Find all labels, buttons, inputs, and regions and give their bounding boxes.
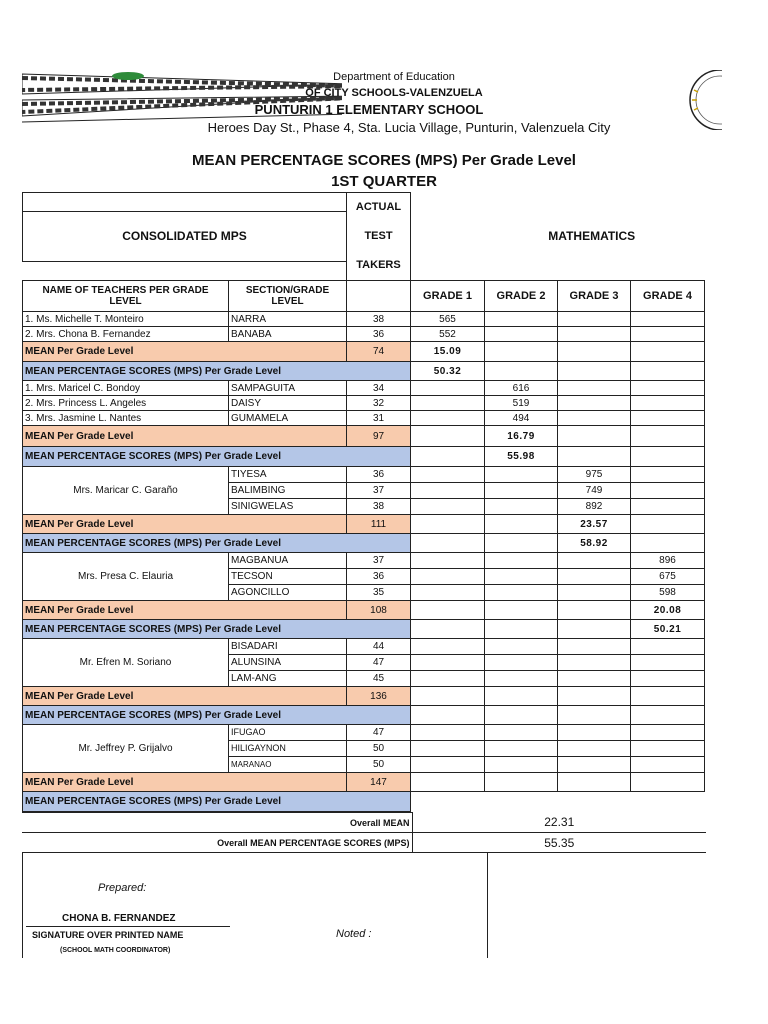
- mps-row: [23, 706, 705, 725]
- section-name: BISADARI: [229, 639, 347, 655]
- mps-row: [23, 620, 705, 639]
- mps-row: [23, 534, 705, 553]
- mps-label: MEAN PERCENTAGE SCORES (MPS) Per Grade Level: [23, 534, 411, 553]
- signatory-name: CHONA B. FERNANDEZ: [62, 913, 176, 924]
- mps-row: [23, 792, 705, 812]
- report-title: MEAN PERCENTAGE SCORES (MPS) Per Grade Level: [192, 152, 576, 169]
- teacher-col-header: NAME OF TEACHERS PER GRADE LEVEL: [23, 281, 229, 312]
- mean-row: [23, 426, 705, 447]
- score-value: 565: [411, 312, 485, 327]
- section-name: BALIMBING: [229, 483, 347, 499]
- mean-row: [23, 515, 705, 534]
- mps-label: MEAN PERCENTAGE SCORES (MPS) Per Grade Level: [23, 792, 411, 812]
- score-value: 552: [411, 327, 485, 342]
- score-value: 675: [631, 569, 705, 585]
- grade-3-header: GRADE 3: [558, 281, 631, 312]
- takers-value: 36: [347, 569, 411, 585]
- takers-value: 36: [347, 327, 411, 342]
- signature-box: [22, 852, 488, 958]
- mean-value: 23.57: [558, 515, 631, 534]
- test-label: TEST: [364, 230, 393, 242]
- table-row: [23, 312, 705, 327]
- section-name: BANABA: [229, 327, 347, 342]
- table-row: [23, 725, 705, 741]
- score-value: 749: [558, 483, 631, 499]
- section-name: HILIGAYNON: [229, 741, 347, 757]
- mps-value: 55.98: [485, 447, 558, 467]
- takers-label: TAKERS: [356, 259, 401, 271]
- score-value: 519: [485, 396, 558, 411]
- signature-caption: SIGNATURE OVER PRINTED NAME: [32, 930, 184, 940]
- header-blank: [23, 193, 347, 212]
- mean-takers: 97: [347, 426, 411, 447]
- score-value: 896: [631, 553, 705, 569]
- section-name: LAM-ANG: [229, 671, 347, 687]
- section-name: GUMAMELA: [229, 411, 347, 426]
- mean-row: [23, 773, 705, 792]
- mps-label: MEAN PERCENTAGE SCORES (MPS) Per Grade Level: [23, 447, 411, 467]
- section-name: SINIGWELAS: [229, 499, 347, 515]
- takers-value: 38: [347, 312, 411, 327]
- takers-value: 44: [347, 639, 411, 655]
- table-row: [23, 411, 705, 426]
- section-name: NARRA: [229, 312, 347, 327]
- grade-2-header: GRADE 2: [485, 281, 558, 312]
- report-quarter: 1ST QUARTER: [331, 173, 437, 190]
- section-col-header: SECTION/GRADE LEVEL: [229, 281, 347, 312]
- teacher-name: 1. Mrs. Maricel C. Bondoy: [23, 381, 229, 396]
- section-name: MAGBANUA: [229, 553, 347, 569]
- takers-value: 50: [347, 757, 411, 773]
- overall-mean-label: Overall MEAN: [22, 813, 412, 833]
- grade-1-header: GRADE 1: [411, 281, 485, 312]
- department-name: Department of Education: [333, 71, 455, 83]
- takers-col-header: [347, 281, 411, 312]
- mps-row: [23, 447, 705, 467]
- teacher-name: 2. Mrs. Princess L. Angeles: [23, 396, 229, 411]
- overall-mean-value: 22.31: [412, 813, 706, 833]
- table-row: [23, 639, 705, 655]
- section-name: TIYESA: [229, 467, 347, 483]
- mean-takers: 111: [347, 515, 411, 534]
- section-name: MARANAO: [229, 757, 347, 773]
- school-name: PUNTURIN 1 ELEMENTARY SCHOOL: [254, 102, 484, 117]
- mean-takers: 108: [347, 601, 411, 620]
- section-name: DAISY: [229, 396, 347, 411]
- takers-value: 37: [347, 553, 411, 569]
- takers-value: 38: [347, 499, 411, 515]
- section-name: TECSON: [229, 569, 347, 585]
- teacher-name: Mrs. Presa C. Elauria: [23, 553, 229, 601]
- mean-takers: 136: [347, 687, 411, 706]
- takers-value: 47: [347, 725, 411, 741]
- grade-4-header: GRADE 4: [631, 281, 705, 312]
- mps-table: [22, 192, 705, 812]
- noted-label: Noted :: [336, 928, 372, 940]
- school-address: Heroes Day St., Phase 4, Sta. Lucia Village, Punturin, Valenzuela City: [207, 120, 611, 135]
- mean-row: [23, 601, 705, 620]
- takers-value: 45: [347, 671, 411, 687]
- mean-label: MEAN Per Grade Level: [23, 342, 347, 362]
- section-name: IFUGAO: [229, 725, 347, 741]
- teacher-name: 1. Ms. Michelle T. Monteiro: [23, 312, 229, 327]
- overall-mps-value: 55.35: [412, 833, 706, 853]
- table-row: [23, 467, 705, 483]
- section-name: ALUNSINA: [229, 655, 347, 671]
- subject-header: MATHEMATICS: [411, 193, 705, 281]
- teacher-name: 2. Mrs. Chona B. Fernandez: [23, 327, 229, 342]
- teacher-name: Mr. Jeffrey P. Grijalvo: [23, 725, 229, 773]
- mps-value: 50.32: [411, 362, 485, 381]
- mean-label: MEAN Per Grade Level: [23, 426, 347, 447]
- mean-label: MEAN Per Grade Level: [23, 773, 347, 792]
- consolidated-header: CONSOLIDATED MPS: [23, 211, 347, 262]
- mps-row: [23, 362, 705, 381]
- mean-label: MEAN Per Grade Level: [23, 515, 347, 534]
- takers-value: 32: [347, 396, 411, 411]
- teacher-name: Mr. Efren M. Soriano: [23, 639, 229, 687]
- signatory-role: (SCHOOL MATH COORDINATOR): [60, 947, 171, 954]
- mean-value: 20.08: [631, 601, 705, 620]
- takers-value: 36: [347, 467, 411, 483]
- score-value: 616: [485, 381, 558, 396]
- table-row: [23, 553, 705, 569]
- table-row: [23, 396, 705, 411]
- overall-table: [22, 812, 706, 853]
- mean-value: 15.09: [411, 342, 485, 362]
- division-name: OF CITY SCHOOLS-VALENZUELA: [305, 87, 483, 99]
- score-value: 892: [558, 499, 631, 515]
- section-name: AGONCILLO: [229, 585, 347, 601]
- takers-value: 47: [347, 655, 411, 671]
- mps-label: MEAN PERCENTAGE SCORES (MPS) Per Grade Level: [23, 362, 411, 381]
- teacher-name: 3. Mrs. Jasmine L. Nantes: [23, 411, 229, 426]
- actual-label: ACTUAL: [355, 201, 402, 213]
- table-row: [23, 381, 705, 396]
- mean-value: 16.79: [485, 426, 558, 447]
- mean-label: MEAN Per Grade Level: [23, 687, 347, 706]
- takers-value: 34: [347, 381, 411, 396]
- takers-value: 50: [347, 741, 411, 757]
- takers-value: 37: [347, 483, 411, 499]
- mps-label: MEAN PERCENTAGE SCORES (MPS) Per Grade Level: [23, 620, 411, 639]
- teacher-name: Mrs. Maricar C. Garaño: [23, 467, 229, 515]
- takers-value: 31: [347, 411, 411, 426]
- signature-line: [26, 926, 230, 927]
- mean-takers: 74: [347, 342, 411, 362]
- mean-row: [23, 342, 705, 362]
- takers-value: 35: [347, 585, 411, 601]
- actual-test-takers-header: [347, 193, 411, 281]
- prepared-label: Prepared:: [98, 882, 147, 894]
- mps-value: 58.92: [558, 534, 631, 553]
- section-name: SAMPAGUITA: [229, 381, 347, 396]
- score-value: 494: [485, 411, 558, 426]
- mean-row: [23, 687, 705, 706]
- table-row: [23, 327, 705, 342]
- mps-label: MEAN PERCENTAGE SCORES (MPS) Per Grade Level: [23, 706, 411, 725]
- mean-label: MEAN Per Grade Level: [23, 601, 347, 620]
- mps-value: 50.21: [631, 620, 705, 639]
- score-value: 598: [631, 585, 705, 601]
- score-value: 975: [558, 467, 631, 483]
- mean-takers: 147: [347, 773, 411, 792]
- overall-mps-label: Overall MEAN PERCENTAGE SCORES (MPS): [22, 833, 412, 853]
